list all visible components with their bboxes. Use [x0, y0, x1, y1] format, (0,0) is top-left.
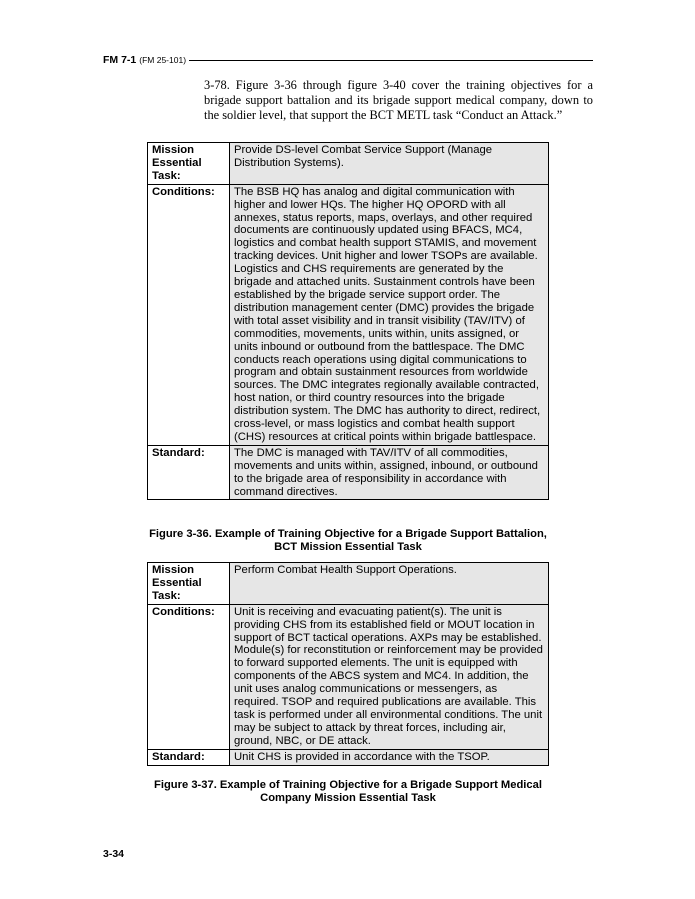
caption-line: Figure 3-36. Example of Training Objective for a Brigade Support Battalion,	[149, 528, 547, 540]
superseded-manual: (FM 25-101)	[139, 55, 187, 65]
caption-line: Company Mission Essential Task	[260, 792, 436, 804]
figure-caption-3-36	[118, 528, 578, 554]
row-value-mission-task: Provide DS-level Combat Service Support (Manage Distribution Systems).	[230, 143, 549, 185]
row-value-conditions: The BSB HQ has analog and digital communication with higher and lower HQs. The higher HQ OPORD with all annexes, status reports, maps, overlays, and other required documents are continuously updated using BFACS, MC4, logistics and combat health support STAMIS, and movement tracking devices. Unit higher and lower TSOPs are available. Logistics and CHS requirements are generated by the brigade and attached units. Sustainment controls have been established by the brigade service support order. The distribution management center (DMC) provides the brigade with total asset visibility and in transit visibility (TAV/ITV) of commodities, movements, units within, units assigned, or units inbound or outbound from the battlespace. The DMC conducts reach operations using digital communications to program and obtain sustainment resources from worldwide sources. The DMC integrates regionally available contracted, host nation, or third country resources into the brigade distribution system. The DMC has authority to direct, redirect, cross-level, or mass logistics and combat health support (CHS) resources at critical points within brigade battlespace.	[230, 184, 549, 445]
table-row	[148, 604, 549, 749]
table-row	[148, 445, 549, 500]
page-number: 3-34	[103, 848, 125, 860]
row-value-standard: Unit CHS is provided in accordance with the TSOP.	[230, 749, 549, 765]
row-label-standard: Standard:	[148, 445, 230, 500]
row-label-mission-task: Mission Essential Task:	[148, 563, 230, 605]
table-row	[148, 184, 549, 445]
header-rule	[189, 60, 593, 61]
row-value-conditions: Unit is receiving and evacuating patient(s). The unit is providing CHS from its established field or MOUT location in support of BCT tactical operations. AXPs may be established. Module(s) for reconstitution or reinforcement may be provided to forward supported elements. The unit is equipped with components of the ABCS system and MC4. In addition, the unit uses analog communications or messengers, as required. TSOP and required publications are available. This task is performed under all environmental conditions. The unit may be subject to attack by threat forces, including air, ground, NBC, or DE attack.	[230, 604, 549, 749]
row-value-standard: The DMC is managed with TAV/ITV of all commodities, movements and units within, assigned, inbound, or outbound to the brigade area of responsibility in accordance with command directives.	[230, 445, 549, 500]
training-objective-table-3-36	[147, 142, 549, 500]
training-objective-table-3-37	[147, 562, 549, 766]
caption-line: Figure 3-37. Example of Training Objective for a Brigade Support Medical	[154, 779, 542, 791]
figure-caption-3-37	[118, 779, 578, 805]
paragraph-3-78: 3-78. Figure 3-36 through figure 3-40 cover the training objectives for a brigade support battalion and its brigade support medical company, down to the soldier level, that support the BCT METL task “Conduct an Attack.”	[204, 78, 593, 122]
table-row	[148, 143, 549, 185]
row-label-conditions: Conditions:	[148, 184, 230, 445]
row-label-mission-task: Mission Essential Task:	[148, 143, 230, 185]
table-row	[148, 749, 549, 765]
row-label-standard: Standard:	[148, 749, 230, 765]
running-header	[103, 52, 593, 68]
caption-line: BCT Mission Essential Task	[274, 541, 422, 553]
table-row	[148, 563, 549, 605]
manual-number: FM 7-1	[103, 54, 137, 66]
row-value-mission-task: Perform Combat Health Support Operations.	[230, 563, 549, 605]
row-label-conditions: Conditions:	[148, 604, 230, 749]
